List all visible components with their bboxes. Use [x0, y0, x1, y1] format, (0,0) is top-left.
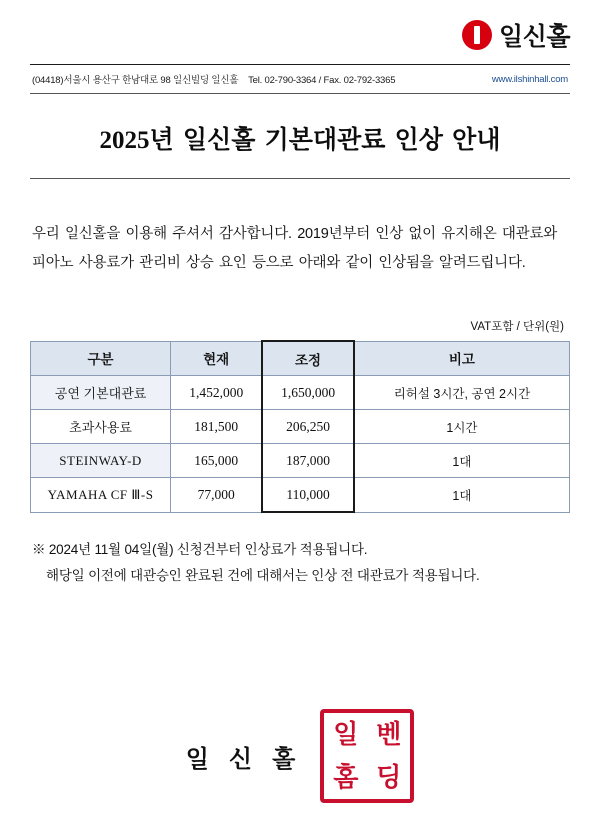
row-label: STEINWAY-D [31, 444, 171, 478]
row-label: 초과사용료 [31, 410, 171, 444]
title-zone [30, 94, 570, 178]
footnote-effective-date: ※ 2024년 11월 04일(월) 신청건부터 인상료가 적용됩니다. [32, 542, 368, 557]
footnotes [30, 513, 570, 589]
seal-char: 딩 [376, 762, 402, 792]
fee-table [30, 340, 570, 513]
page-title: 2025년 일신홀 기본대관료 인상 안내 [99, 127, 501, 154]
row-adjusted: 1,650,000 [262, 376, 354, 410]
row-adjusted: 110,000 [262, 478, 354, 513]
row-note: 리허설 3시간, 공연 2시간 [354, 376, 570, 410]
contact-phone-fax: Tel. 02-790-3364 / Fax. 02-792-3365 [248, 75, 396, 86]
brand-name: 일신홀 [499, 23, 570, 51]
column-header-adjusted: 조정 [262, 341, 354, 376]
row-note: 1시간 [354, 410, 570, 444]
body-zone [30, 179, 570, 278]
footnote-prior-approval: 해당일 이전에 대관승인 완료된 건에 대해서는 인상 전 대관료가 적용됩니다. [46, 568, 480, 583]
vat-note: VAT포함 / 단위(원) [470, 321, 564, 333]
row-label: YAMAHA CF Ⅲ-S [31, 478, 171, 513]
row-label: 공연 기본대관료 [31, 376, 171, 410]
table-header-row [31, 341, 570, 376]
seal-char: 벤 [376, 719, 402, 749]
column-header-current: 현재 [171, 341, 263, 376]
table-row [31, 376, 570, 410]
column-header-note: 비고 [354, 341, 570, 376]
row-current: 181,500 [171, 410, 263, 444]
row-adjusted: 187,000 [262, 444, 354, 478]
seal-char: 일 [333, 719, 359, 749]
ilshin-circle-logo-icon [462, 20, 492, 50]
row-note: 1대 [354, 444, 570, 478]
row-current: 1,452,000 [171, 376, 263, 410]
red-square-seal-icon [320, 709, 414, 803]
table-row [31, 410, 570, 444]
brand-lockup [462, 17, 570, 53]
row-current: 77,000 [171, 478, 263, 513]
row-current: 165,000 [171, 444, 263, 478]
table-row [31, 478, 570, 513]
signature-name: 일 신 홀 [185, 746, 303, 773]
column-header-category: 구분 [31, 341, 171, 376]
row-note: 1대 [354, 478, 570, 513]
intro-paragraph: 우리 일신홀을 이용해 주셔서 감사합니다. 2019년부터 인상 없이 유지해온 대관료와 피아노 사용료가 관리비 상승 요인 등으로 아래와 같이 인상됨을 알려드립니다. [32, 225, 558, 271]
contact-website[interactable]: www.ilshinhall.com [491, 73, 568, 85]
row-adjusted: 206,250 [262, 410, 354, 444]
signature-block [0, 709, 600, 803]
contact-bar [30, 65, 570, 93]
contact-address: (04418)서울시 용산구 한남대로 98 일신빌딩 일신홀 [32, 75, 239, 86]
contact-address-phone [32, 72, 395, 86]
seal-char: 홈 [333, 762, 359, 792]
document-header [30, 0, 570, 64]
table-row [31, 444, 570, 478]
